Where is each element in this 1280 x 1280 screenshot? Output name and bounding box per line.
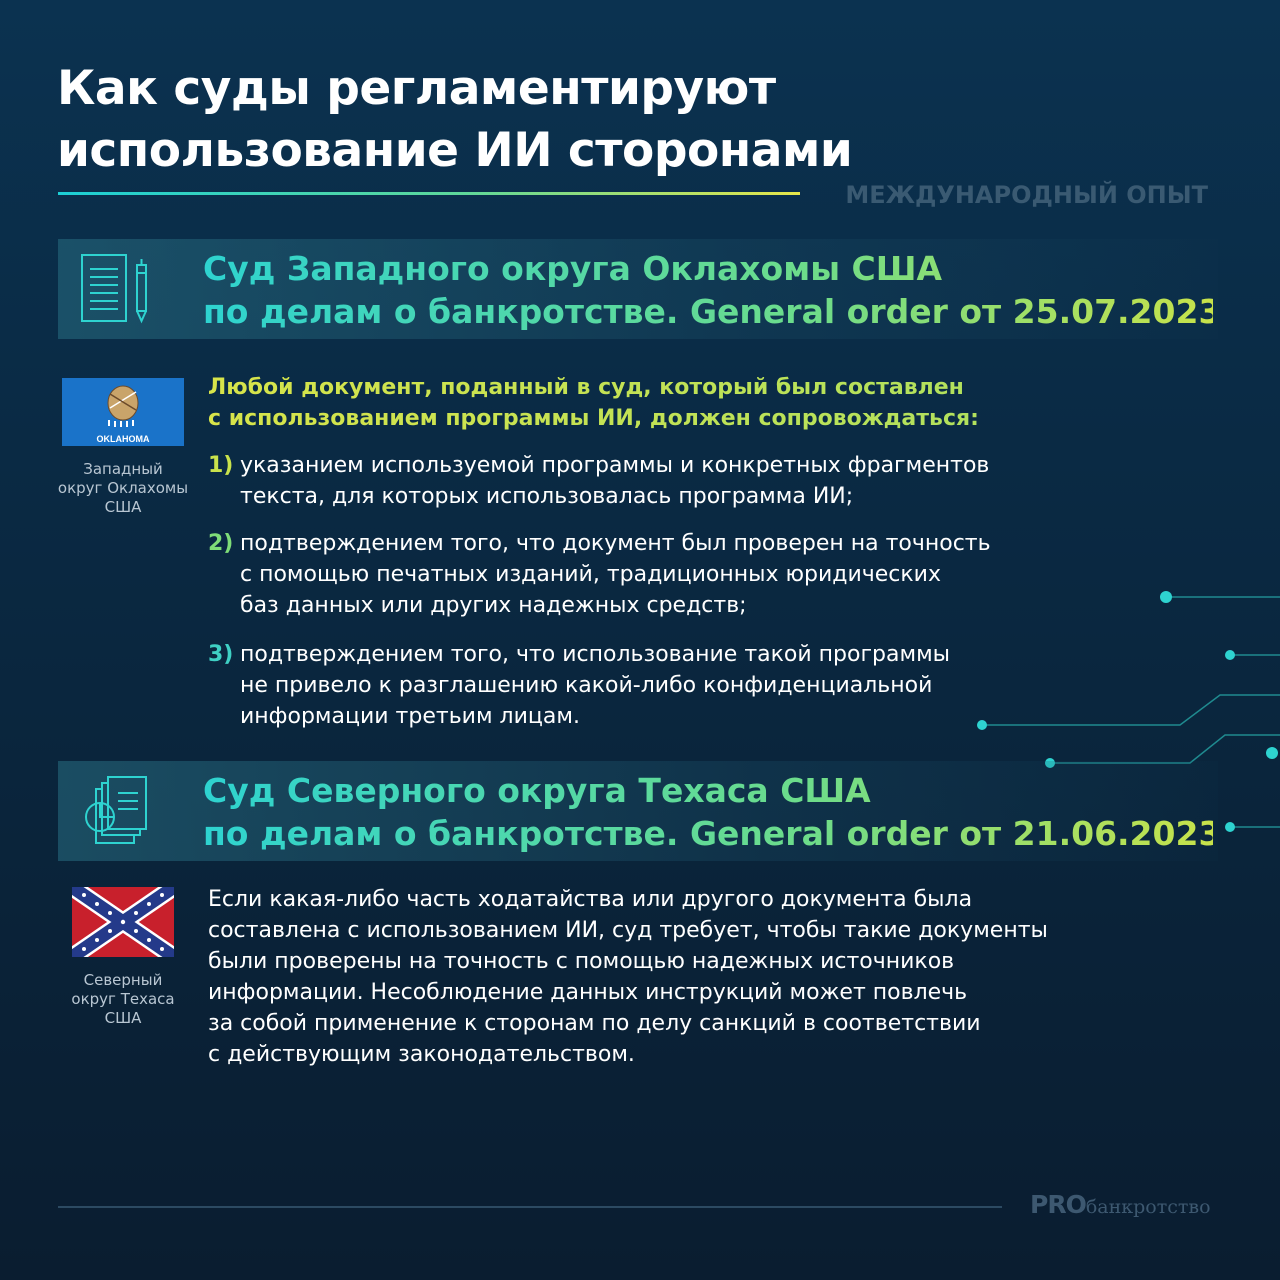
body2-line-3: были проверены на точность с помощью надежных источников [208, 949, 955, 974]
title-line-1: Как суды регламентируют [57, 61, 776, 116]
caption1-line-1: Западный [83, 460, 163, 478]
brand-logo [1030, 1190, 1211, 1224]
section-tag: МЕЖДУНАРОДНЫЙ ОПЫТ [845, 181, 1208, 209]
item3-line-3: информации третьим лицам. [240, 704, 580, 729]
section1-title-line-1: Суд Западного округа Оклахомы США [203, 249, 943, 288]
item1-line-1: указанием используемой программы и конкретных фрагментов [240, 453, 990, 478]
footer-divider [58, 1206, 1002, 1208]
section2-title-line-1: Суд Северного округа Техаса США [203, 771, 871, 810]
item1-line-2: текста, для которых использовалась программа ИИ; [240, 484, 854, 509]
title-underline [58, 192, 800, 195]
section1-title [203, 247, 1222, 333]
item2-line-2: с помощью печатных изданий, традиционных юридических [240, 562, 942, 587]
section1-lead [208, 372, 1168, 434]
title-line-2: использование ИИ сторонами [57, 123, 853, 178]
section2-title [203, 769, 1222, 855]
caption1-line-2: округ Оклахомы [57, 479, 189, 497]
section2-header-band [58, 761, 1222, 861]
section2-title-line-2: по делам о банкротстве. General order от 21.06.2023 [203, 814, 1222, 853]
section1-flag-caption [48, 460, 198, 517]
section2-flag-caption [48, 971, 198, 1028]
item3-line-2: не привело к разглашению какой-либо конфиденциальной [240, 673, 933, 698]
body2-line-4: информации. Несоблюдение данных инструкций может повлечь [208, 980, 968, 1005]
body2-line-2: составлена с использованием ИИ, суд требует, чтобы такие документы [208, 918, 1048, 943]
list-item-number: 2) [208, 531, 234, 556]
oklahoma-flag-text: OKLAHOMA [96, 434, 150, 444]
documents-chart-icon [78, 773, 154, 849]
list-item-text [240, 450, 1170, 512]
item3-line-1: подтверждением того, что использование такой программы [240, 642, 951, 667]
confederate-flag [72, 887, 174, 957]
document-pen-icon [78, 251, 154, 327]
item2-line-3: баз данных или других надежных средств; [240, 593, 747, 618]
body2-line-1: Если какая-либо часть ходатайства или другого документа была [208, 887, 973, 912]
oklahoma-flag [62, 378, 184, 446]
list-item-number: 1) [208, 453, 234, 478]
logo-rest: банкротство [1085, 1196, 1211, 1218]
caption2-line-1: Северный [83, 971, 163, 989]
body2-line-5: за собой применение к сторонам по делу санкций в соответствии [208, 1011, 981, 1036]
logo-pro: PRO [1030, 1190, 1086, 1219]
lead-line-2: с использованием программы ИИ, должен сопровождаться: [208, 406, 979, 431]
caption2-line-3: США [104, 1009, 142, 1027]
list-item-number: 3) [208, 642, 234, 667]
page-title [57, 58, 1057, 182]
caption2-line-2: округ Техаса [71, 990, 175, 1008]
section2-body [208, 884, 1198, 1070]
item2-line-1: подтверждением того, что документ был проверен на точность [240, 531, 991, 556]
lead-line-1: Любой документ, поданный в суд, который был составлен [208, 375, 964, 400]
caption1-line-3: США [104, 498, 142, 516]
section1-title-line-2: по делам о банкротстве. General order от 25.07.2023 [203, 292, 1222, 331]
section1-header-band [58, 239, 1222, 339]
body2-line-6: с действующим законодательством. [208, 1042, 635, 1067]
